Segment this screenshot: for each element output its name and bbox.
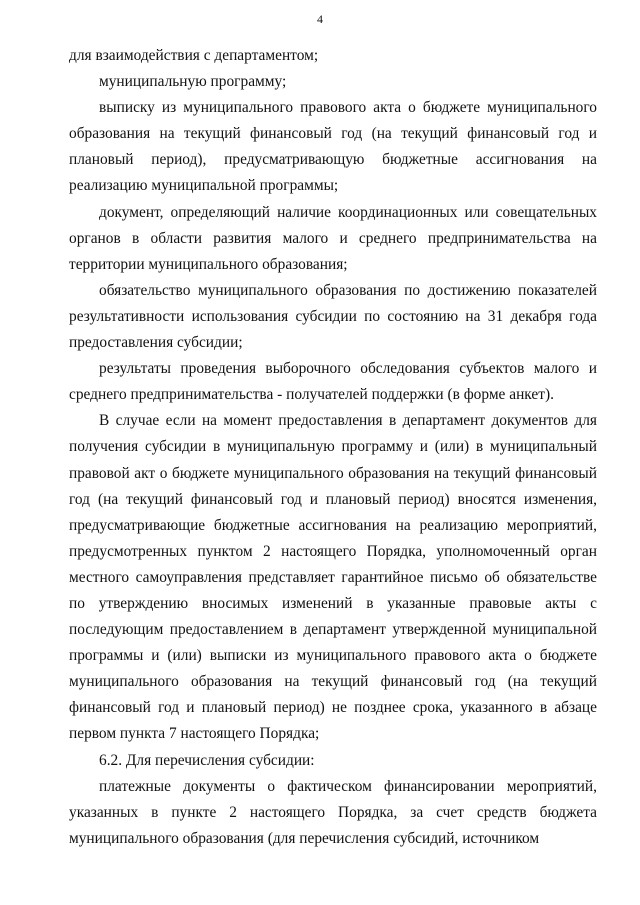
paragraph-survey-results: результаты проведения выборочного обследования субъектов малого и среднего предпринимательства - получателей поддержки (в форме анкет). — [69, 360, 597, 404]
paragraph-municipal-program: муниципальную программу; — [99, 73, 287, 91]
paragraph-coordination-bodies: документ, определяющий наличие координационных или совещательных органов в области развития малого и среднего предпринимательства на территории муниципального образования; — [69, 203, 597, 273]
document-body — [69, 43, 597, 852]
paragraph-payment-documents: платежные документы о фактическом финансировании мероприятий, указанных в пункте 2 настоящего Порядка, за счет средств бюджета муниципального образования (для перечисления субсидий, источником — [69, 777, 597, 847]
paragraph-continuation: для взаимодействия с департаментом; — [69, 47, 319, 64]
paragraph-obligation: обязательство муниципального образования по достижению показателей результативности использования субсидии по состоянию на 31 декабря года предоставления субсидии; — [69, 281, 597, 352]
page-number: 4 — [317, 12, 323, 26]
paragraph-section-6-2: 6.2. Для перечисления субсидии: — [99, 751, 315, 769]
paragraph-amendments: В случае если на момент предоставления в департамент документов для получения субсидии в муниципальную программу и (или) в муниципальный правовой акт о бюджете муниципального образования на текущий финансовый год (на текущий финансовый год и плановый период) вносятся изменения, предусматривающие бюджетные ассигнования на реализацию мероприятий, предусмотренных пунктом 2 настоящего Порядка, уполномоченный орган местного самоуправления представляет гарантийное письмо об обязательстве по утверждению вносимых изменений в указанные правовые акты с последующим предоставлением в департамент утвержденной муниципальной программы и (или) выписки из муниципального правового акта о бюджете муниципального образования на текущий финансовый год (на текущий финансовый год и плановый период) не позднее срока, указанного в абзаце первом пункта 7 настоящего Порядка; — [69, 412, 597, 743]
paragraph-budget-extract: выписку из муниципального правового акта о бюджете муниципального образования на текущий финансовый год (на текущий финансовый год и плановый период), предусматривающую бюджетные ассигнования на реализацию муниципальной программы; — [69, 99, 597, 195]
